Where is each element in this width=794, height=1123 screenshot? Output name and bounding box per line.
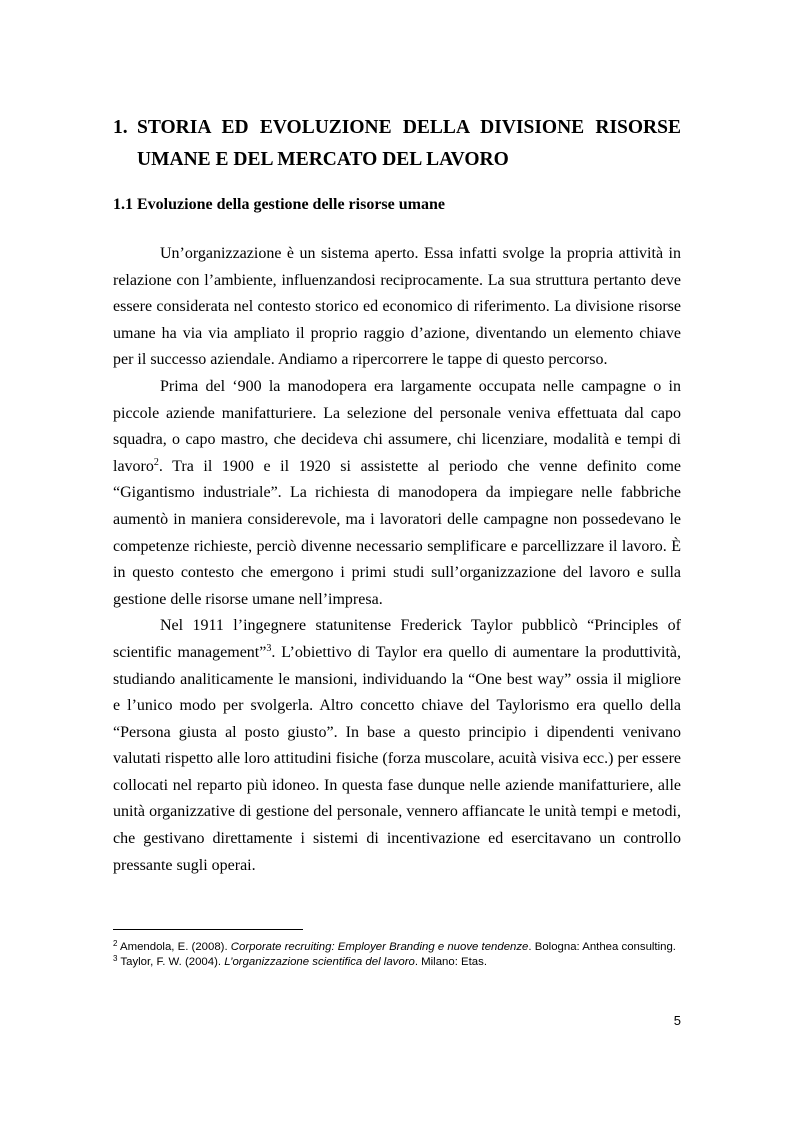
footnotes bbox=[113, 940, 681, 970]
body-text bbox=[113, 241, 681, 879]
footnote-title: Corporate recruiting: Employer Branding e nuove tendenze bbox=[230, 941, 529, 953]
footnote-3 bbox=[113, 955, 681, 970]
footnote-2 bbox=[113, 940, 681, 955]
page-number: 5 bbox=[673, 1013, 681, 1028]
chapter-title-text-1: STORIA ED EVOLUZIONE DELLA DIVISIONE RISORSE bbox=[137, 117, 681, 138]
paragraph-1: Un’organizzazione è un sistema aperto. Essa infatti svolge la propria attività in relazione con l’ambiente, influenzandosi reciprocamente. La sua struttura pertanto deve essere considerata nel contesto storico ed economico di riferimento. La divisione risorse umane ha via via ampliato il proprio raggio d’azione, diventando un elemento chiave per il successo aziendale. Andiamo a ripercorrere le tappe di questo percorso. bbox=[113, 245, 681, 369]
footnote-prefix: Amendola, E. (2008). bbox=[117, 941, 231, 953]
footnote-suffix: . Bologna: Anthea consulting. bbox=[528, 941, 676, 953]
paragraph-2 bbox=[113, 374, 681, 613]
paragraph-3-part-b: . L’obiettivo di Taylor era quello di aumentare la produttività, studiando analiticamente le mansioni, individuando la “One best way” ossia il migliore e l’unico modo per svolgerla. Altro concetto chiave del Taylorismo era quello della “Persona giusta al posto giusto”. In base a questo principio i dipendenti venivano valutati rispetto alle loro attitudini fisiche (forza muscolare, acuità visiva ecc.) per essere collocati nel reparto più idoneo. In questa fase dunque nelle aziende manifatturiere, alle unità organizzative di gestione del personale, vennero affiancate le unità tempi e metodi, che gestivano direttamente i sistemi di incentivazione ed esercitavano un controllo pressante sugli operai. bbox=[113, 643, 682, 874]
footnote-suffix: . Milano: Etas. bbox=[414, 956, 487, 968]
paragraph-2-part-b: . Tra il 1900 e il 1920 si assistette al periodo che venne definito come “Gigantismo industriale”. La richiesta di manodopera da impiegare nelle fabbriche aumentò in maniera considerevole, ma i lavoratori delle campagne non possedevano le competenze richieste, perciò divenne necessario semplificare e parcellizzare il lavoro. È in questo contesto che emergono i primi studi sull’organizzazione del lavoro e sulla gestione delle risorse umane nell’impresa. bbox=[113, 457, 681, 608]
footnote-title: L’organizzazione scientifica del lavoro bbox=[224, 956, 415, 968]
footnote-separator bbox=[113, 929, 303, 930]
chapter-title bbox=[113, 112, 681, 176]
paragraph-3 bbox=[113, 613, 681, 879]
chapter-title-line-2: UMANE E DEL MERCATO DEL LAVORO bbox=[137, 149, 509, 170]
footnote-number: 2 bbox=[113, 939, 118, 948]
paragraph-2-part-a: Prima del ‘900 la manodopera era largamente occupata nelle campagne o in piccole aziende manifatturiere. La selezione del personale veniva effettuata dal capo squadra, o capo mastro, che decideva chi assumere, chi licenziare, modalità e tempi di lavoro bbox=[113, 377, 681, 475]
footnote-number: 3 bbox=[113, 954, 118, 963]
paragraph-3-part-a: Nel 1911 l’ingegnere statunitense Frederick Taylor pubblicò “Principles of scientific management” bbox=[113, 617, 681, 661]
footnote-prefix: Taylor, F. W. (2004). bbox=[117, 956, 225, 968]
chapter-title-line-1 bbox=[113, 112, 681, 144]
chapter-number: 1. bbox=[113, 117, 128, 138]
footnote-ref-3[interactable]: 3 bbox=[266, 642, 272, 654]
footnote-ref-2[interactable]: 2 bbox=[153, 456, 159, 468]
section-heading: 1.1 Evoluzione della gestione delle risorse umane bbox=[113, 196, 445, 213]
